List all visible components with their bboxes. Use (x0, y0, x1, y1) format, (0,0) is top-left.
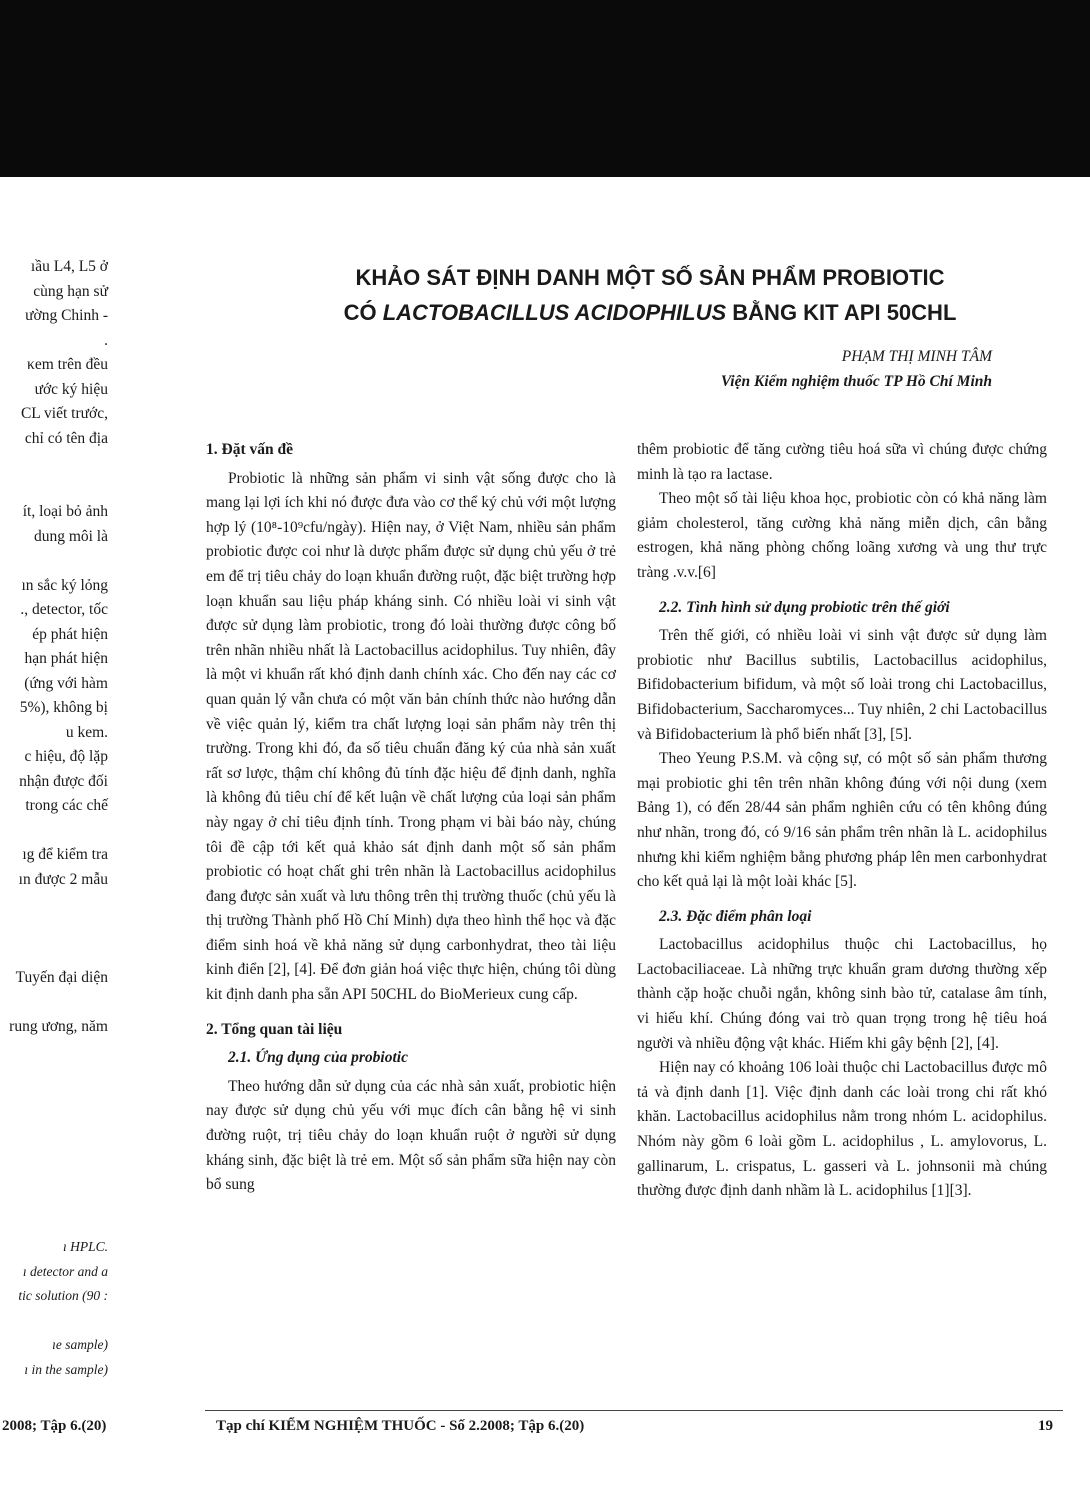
fragment-line: ép phát hiện (32, 625, 108, 643)
fragment-line (0, 1309, 122, 1334)
fragment-line: ít, loại bỏ ảnh (22, 503, 108, 520)
scan-top-black-band (0, 0, 1090, 177)
section-1-paragraph: Probiotic là những sản phẩm vi sinh vật sống được cho là mang lại lợi ích khi nó được đưa vào cơ thể ký chủ với một lượng hợp lý (10⁸-10⁹cfu/ngày). Hiện nay, ở Việt Nam, nhiều sản phẩm probiotic được coi như là dược phẩm được sử dụng chủ yếu ở trẻ em để trị tiêu chảy do loạn khuẩn đường ruột, đặc biệt trường hợp loạn khuẩn sau liệu pháp kháng sinh. Có nhiều loài vi sinh vật được sử dụng làm probiotic, trong đó loài thường được công bố trên nhãn nhiều nhất là Lactobacillus acidophilus. Tuy nhiên, đây là một vi khuẩn rất khó định danh chính xác. Cho đến nay các cơ quan quản lý vẫn chưa có một văn bản chính thức nào hướng dẫn về việc quản lý, kiểm tra chất lượng loại sản phẩm này trên thị trường. Trong khi đó, đa số tiêu chuẩn đăng ký của nhà sản xuất rất sơ lược, thậm chí không đủ tính đặc hiệu để định danh, nghĩa là không đủ tiêu chí để kết luận về chất lượng của loại sản phẩm này ngay ở chỉ tiêu định tính. Trong phạm vi bài báo này, chúng tôi đề cập tới kết quả khảo sát định danh một số sản phẩm probiotic có hoạt chất ghi trên nhãn là Lactobacillus acidophilus đang được sản xuất và lưu thông trên thị trường thuốc (chủ yếu là thị trường Thành phố Hồ Chí Minh) dựa theo hình thể học và đặc điểm sinh hoá về khả năng sử dụng carbonhydrat, theo tài liệu kinh điển [2], [4]. Để đơn giản hoá việc thực hiện, chúng tôi dùng kit định danh pha sẵn API 50CHL do BioMerieux cung cấp. (206, 469, 616, 1004)
fragment-line: ıe sample) (52, 1337, 108, 1352)
title-species: LACTOBACILLUS ACIDOPHILUS (382, 300, 727, 325)
fragment-line (0, 476, 122, 501)
fragment-line: ıầu L4, L5 ở (30, 258, 108, 275)
fragment-line (0, 1088, 122, 1113)
fragment-line: . (104, 331, 108, 349)
title-line-2-suffix: BẰNG KIT API 50CHL (726, 300, 957, 325)
previous-page-fragment (0, 255, 122, 1382)
continued-paragraph: thêm probiotic để tăng cường tiêu hoá sữa vì chúng được chứng minh là tạo ra lactase. (637, 441, 1047, 483)
page-number: 19 (1038, 1418, 1053, 1434)
fragment-line (0, 1186, 122, 1211)
author-name: PHẠM THỊ MINH TÂM (841, 348, 992, 365)
fragment-line: cùng hạn sử (33, 282, 108, 300)
fragment-line: ường Chinh - (25, 307, 108, 324)
section-2-1-heading: 2.1. Ứng dụng của probiotic (228, 1049, 408, 1067)
fragment-line: ın sắc ký lỏng (21, 576, 108, 594)
title-line-1: KHẢO SÁT ĐỊNH DANH MỘT SỐ SẢN PHẨM PROBIOTIC (355, 265, 945, 290)
section-2-2-paragraph-2: Theo Yeung P.S.M. và cộng sự, có một số sản phẩm thương mại probiotic ghi tên trên nhãn không đúng với nội dung (xem Bảng 1), có đến 28/44 sản phẩm nghiên cứu có tên không đúng như nhãn, trong đó, có 9/16 sản phẩm trên nhãn là L. acidophilus nhưng khi kiểm nghiệm bằng phương pháp lên men carbonhydrat cho kết quả lại là một loài khác [5]. (637, 750, 1047, 891)
fragment-line: chỉ có tên địa (24, 429, 108, 447)
author-institution: Viện Kiểm nghiệm thuốc TP Hồ Chí Minh (720, 373, 992, 390)
fragment-line: ı in the sample) (24, 1361, 108, 1377)
fragment-line: ın được 2 mẫu (18, 870, 108, 888)
fragment-line (0, 1137, 122, 1162)
fragment-line (0, 1064, 122, 1089)
title-line-2-prefix: CÓ (343, 300, 383, 325)
fragment-line (0, 1039, 122, 1064)
journal-citation: Tạp chí KIỂM NGHIỆM THUỐC - Số 2.2008; Tập 6.(20) (216, 1418, 585, 1434)
fragment-line: ., detector, tốc (20, 601, 108, 618)
fragment-line: u kem. (65, 723, 108, 741)
section-2-2-heading: 2.2. Tình hình sử dụng probiotic trên thế giới (659, 598, 950, 616)
fragment-line (0, 1211, 122, 1236)
fragment-line: ıg để kiểm tra (22, 846, 108, 863)
fragment-line: CL viết trước, (20, 405, 108, 422)
section-2-3-heading: 2.3. Đặc điểm phân loại (659, 907, 812, 925)
section-1-heading: 1. Đặt vấn đề (206, 441, 293, 458)
benefits-paragraph: Theo một số tài liệu khoa học, probiotic còn có khả năng làm giảm cholesterol, tăng cường khả năng miễn dịch, cân bằng estrogen, khả năng phòng chống loãng xương và ung thư trực tràng .v.v.[6] (637, 490, 1047, 581)
column-right (637, 438, 1047, 1204)
fragment-line: dung môi là (33, 527, 108, 545)
author-block (721, 344, 992, 394)
fragment-line (0, 941, 122, 966)
fragment-line (0, 451, 122, 476)
fragment-line: κem trên đều (27, 356, 108, 373)
section-2-2-paragraph-1: Trên thế giới, có nhiều loài vi sinh vật được sử dụng làm probiotic như Bacillus subtilis, Lactobacillus acidophilus, Bifidobacterium bifidum, và một số loài trong chi Lactobacillus, Bifidobacterium, Saccharomyces... Tuy nhiên, 2 chi Lactobacillus và Bifidobacterium là phổ biến nhất [3], [5]. (637, 627, 1047, 743)
fragment-line: ước ký hiệu (34, 380, 108, 398)
footer-left-fragment: 2008; Tập 6.(20) (2, 1418, 107, 1434)
fragment-line: c hiệu, độ lặp (24, 748, 108, 765)
fragment-line: nhận được đối (19, 772, 108, 790)
fragment-line: hạn phát hiện (24, 650, 108, 667)
section-2-3-paragraph-1: Lactobacillus acidophilus thuộc chi Lactobacillus, họ Lactobaciliaceae. Là những trực khuẩn gram dương thường xếp thành cặp hoặc chuỗi ngắn, không sinh bào tử, catalase âm tính, vi hiếu khí. Chúng đóng vai trò quan trọng trong hệ tiêu hoá người và nhiều động vật khác. Hiếm khi gây bệnh [2], [4]. (637, 936, 1047, 1052)
fragment-line (0, 917, 122, 942)
fragment-line (0, 1113, 122, 1138)
fragment-line (0, 892, 122, 917)
section-2-heading: 2. Tổng quan tài liệu (206, 1020, 343, 1038)
fragment-line: Tuyến đại diện (15, 968, 108, 986)
fragment-line: rung ương, năm (9, 1017, 108, 1035)
fragment-line: ı detector and a (22, 1263, 108, 1279)
column-left (206, 438, 616, 1198)
section-2-3-paragraph-2: Hiện nay có khoảng 106 loài thuộc chi Lactobacillus được mô tả và định danh [1]. Việc định danh các loài trong chi rất khó khăn. Lactobacillus acidophilus nằm trong nhóm L. acidophilus. Nhóm này gồm 6 loài gồm L. acidophilus , L. amylovorus, L. gallinarum, L. crispatus, L. gasseri và L. johnsonii mà chúng thường được định danh nhầm là L. acidophilus [1][3]. (637, 1059, 1047, 1200)
fragment-line (0, 819, 122, 844)
fragment-line: ı HPLC. (62, 1239, 108, 1254)
page-footer (0, 1410, 1090, 1450)
section-2-1-paragraph: Theo hướng dẫn sử dụng của các nhà sản xuất, probiotic hiện nay được sử dụng chủ yếu với mục đích cân bằng hệ vi sinh đường ruột, trị tiêu chảy do loạn khuẩn ruột ở người sử dụng kháng sinh, đặc biệt là trẻ em. Một số sản phẩm sữa hiện nay còn bổ sung (206, 1077, 616, 1194)
fragment-line (0, 1162, 122, 1187)
fragment-line (0, 990, 122, 1015)
footer-rule (205, 1410, 1063, 1411)
fragment-line: trong các chế (25, 797, 108, 814)
fragment-line: 5%), không bị (19, 699, 108, 716)
fragment-line: (ứng với hàm (24, 674, 108, 692)
fragment-line: tic solution (90 : (18, 1288, 108, 1303)
fragment-line (0, 549, 122, 574)
title-line-2 (330, 295, 970, 330)
article-title (330, 260, 970, 330)
